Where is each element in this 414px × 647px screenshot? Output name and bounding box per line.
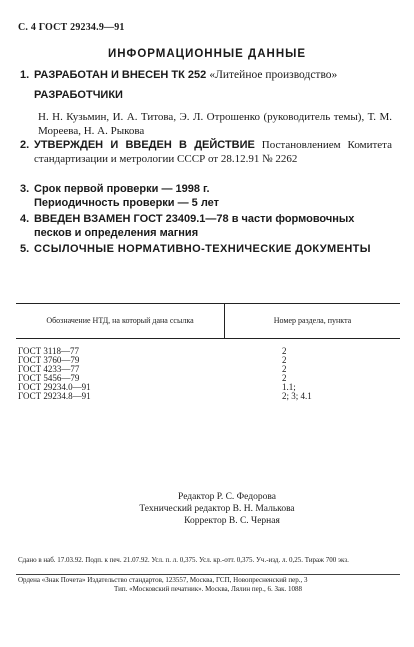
- cell-section: 1.1;: [282, 382, 296, 392]
- publisher-imprint: [18, 576, 398, 594]
- item-heading: ВВЕДЕН ВЗАМЕН ГОСТ 23409.1—78: [34, 213, 229, 225]
- editor-line: Редактор Р. С. Федорова: [178, 492, 276, 502]
- item-number: 2.: [20, 139, 30, 151]
- info-item-3: [20, 182, 392, 210]
- cell-document: ГОСТ 29234.0—91: [18, 382, 91, 392]
- cell-document: ГОСТ 3118—77: [18, 346, 80, 356]
- page-title: ИНФОРМАЦИОННЫЕ ДАННЫЕ: [107, 48, 307, 60]
- table-header: [16, 304, 400, 339]
- proofreader-line: Корректор В. С. Черная: [184, 516, 280, 526]
- first-check-line: Срок первой проверки — 1998 г.: [34, 183, 210, 195]
- running-head: С. 4 ГОСТ 29234.9—91: [18, 22, 125, 33]
- imprint-divider: [16, 574, 400, 575]
- cell-document: ГОСТ 3760—79: [18, 355, 80, 365]
- item-heading: РАЗРАБОТАН И ВНЕСЕН ТК 252: [34, 69, 207, 81]
- item-text: Н. Н. Кузьмин, И. А. Титова, Э. Л. Отрошенко (руководитель темы), Т. М. Мореева, Н. А. Рыкова: [38, 111, 392, 137]
- info-item-2: [20, 138, 392, 166]
- cell-section: 2: [282, 373, 287, 383]
- cell-section: 2; 3; 4.1: [282, 391, 312, 401]
- cell-section: 2: [282, 355, 287, 365]
- item-heading-note: «Литейное производство»: [209, 69, 338, 81]
- info-item-1: [20, 68, 392, 138]
- editorial-credits: [0, 491, 414, 527]
- print-details: Сдано в наб. 17.03.92. Подп. к печ. 21.07.92. Усл. п. л. 0,375. Усл. кр.-отт. 0,375. Уч.-изд. л. 0,25. Тираж 700 экз.: [18, 556, 349, 564]
- table-body: [16, 339, 400, 401]
- item-heading: УТВЕРЖДЕН И ВВЕДЕН В ДЕЙСТВИЕ: [34, 139, 255, 151]
- column-header-document: Обозначение НТД, на который дана ссылка: [16, 304, 225, 338]
- info-item-5: [20, 242, 392, 256]
- reference-table: [16, 303, 400, 401]
- item-number: 3.: [20, 183, 30, 195]
- item-heading: ССЫЛОЧНЫЕ НОРМАТИВНО-ТЕХНИЧЕСКИЕ ДОКУМЕНТЫ: [34, 243, 371, 255]
- info-item-4: [20, 212, 392, 240]
- printing-house-line: Тип. «Московский печатник». Москва, Лялин пер., 6. Зак. 1088: [114, 585, 302, 593]
- item-text: Постановлением Комитета стандартизации и метрологии СССР от 28.12.91 № 2262: [34, 139, 392, 165]
- technical-editor-line: Технический редактор В. Н. Малькова: [139, 504, 295, 514]
- cell-document: ГОСТ 4233—77: [18, 364, 80, 374]
- cell-section: 2: [282, 364, 287, 374]
- cell-document: ГОСТ 5456—79: [18, 373, 80, 383]
- item-number: 4.: [20, 213, 30, 225]
- item-subheading: РАЗРАБОТЧИКИ: [34, 89, 123, 101]
- table-row: [16, 392, 400, 401]
- cell-section: 2: [282, 346, 287, 356]
- item-text: в части формовочных песков и определения магния: [34, 213, 355, 239]
- column-header-section: Номер раздела, пункта: [273, 316, 352, 325]
- periodicity-line: Периодичность проверки — 5 лет: [34, 197, 220, 209]
- item-number: 1.: [20, 69, 30, 81]
- publisher-line: Ордена «Знак Почета» Издательство стандартов, 123557, Москва, ГСП, Новопресненский пер., 3: [18, 576, 308, 584]
- cell-document: ГОСТ 29234.8—91: [18, 391, 91, 401]
- item-number: 5.: [20, 243, 30, 255]
